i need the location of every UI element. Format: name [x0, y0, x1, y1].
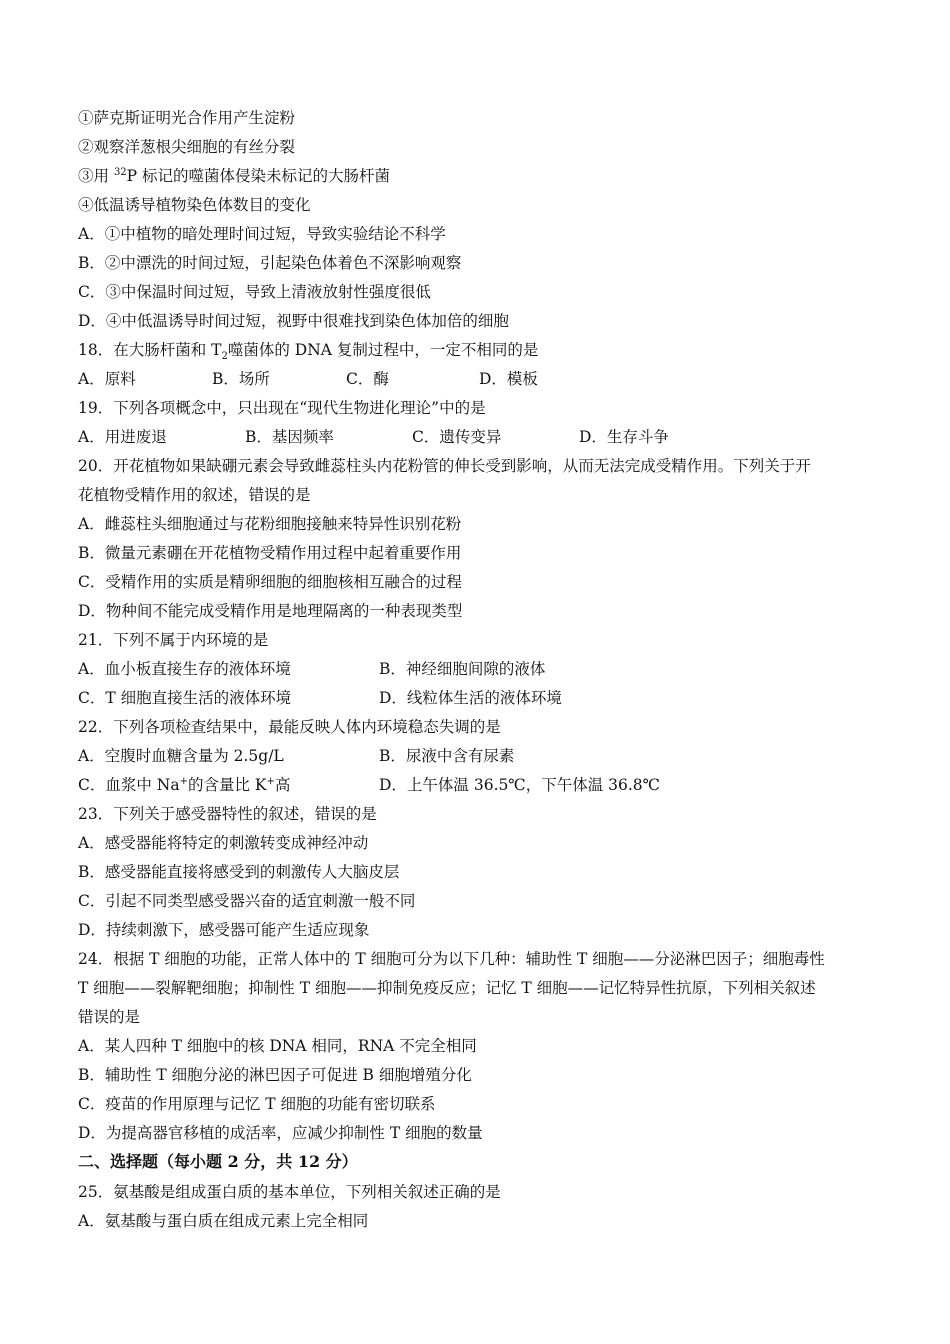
question-21-options-row2 [78, 688, 878, 708]
option-line: D．物种间不能完成受精作用是地理隔离的一种表现类型 [78, 602, 463, 620]
question-22: 22．下列各项检查结果中，最能反映人体内环境稳态失调的是 [78, 718, 501, 736]
text-fragment: ③用 [78, 167, 114, 185]
question-19-options [78, 427, 878, 447]
superscript: + [179, 775, 188, 787]
question-22-options-row2 [78, 775, 878, 795]
subscript: 2 [221, 351, 228, 363]
option: A．空腹时血糖含量为 2.5g/L [78, 747, 284, 765]
option-line: C．引起不同类型感受器兴奋的适宜刺激一般不同 [78, 892, 416, 910]
text-fragment: 噬菌体的 DNA 复制过程中，一定不相同的是 [227, 341, 539, 359]
option: B．基因频率 [245, 428, 334, 446]
option [78, 775, 290, 795]
option: A．血小板直接生存的液体环境 [78, 660, 291, 678]
question-20: 20．开花植物如果缺硼元素会导致雌蕊柱头内花粉管的伸长受到影响，从而无法完成受精作用。下列关于开 [78, 457, 811, 475]
option: B．场所 [212, 370, 270, 388]
question-18-options [78, 369, 878, 389]
option: C．酶 [346, 370, 389, 388]
text-line: ④低温诱导植物染色体数目的变化 [78, 196, 311, 214]
question-23: 23．下列关于感受器特性的叙述，错误的是 [78, 805, 377, 823]
question-21-options-row1 [78, 659, 878, 679]
option-line: A．①中植物的暗处理时间过短，导致实验结论不科学 [78, 225, 446, 243]
option-line: A．某人四种 T 细胞中的核 DNA 相同，RNA 不完全相同 [78, 1037, 477, 1055]
text-fragment: 的含量比 K [187, 776, 267, 794]
question-24: 24．根据 T 细胞的功能，正常人体中的 T 细胞可分为以下几种：辅助性 T 细胞——分泌淋巴因子；细胞毒性 [78, 950, 825, 968]
text-line: ②观察洋葱根尖细胞的有丝分裂 [78, 138, 296, 156]
option-line: B．微量元素硼在开花植物受精作用过程中起着重要作用 [78, 544, 462, 562]
option-line: C．③中保温时间过短，导致上清液放射性强度很低 [78, 283, 431, 301]
text-fragment: 高 [274, 776, 291, 794]
text-fragment: 18．在大肠杆菌和 T [78, 341, 222, 359]
text-line: ①萨克斯证明光合作用产生淀粉 [78, 109, 296, 127]
option-line: A．感受器能将特定的刺激转变成神经冲动 [78, 834, 369, 852]
option-line: C．疫苗的作用原理与记忆 T 细胞的功能有密切联系 [78, 1095, 436, 1113]
question-24-cont: T 细胞——裂解靶细胞；抑制性 T 细胞——抑制免疫反应；记忆 T 细胞——记忆特异性抗原，下列相关叙述 [78, 979, 816, 997]
option-line: A．氨基酸与蛋白质在组成元素上完全相同 [78, 1212, 369, 1230]
option: D．模板 [479, 370, 538, 388]
question-18 [78, 340, 539, 363]
option: D．生存斗争 [579, 428, 669, 446]
question-19: 19．下列各项概念中，只出现在“现代生物进化理论”中的是 [78, 399, 486, 417]
option: D．线粒体生活的液体环境 [379, 689, 562, 707]
option: C．T 细胞直接生活的液体环境 [78, 689, 292, 707]
option-line: D．持续刺激下，感受器可能产生适应现象 [78, 921, 370, 939]
text-line [78, 166, 390, 186]
option: A．用进废退 [78, 428, 167, 446]
question-25: 25．氨基酸是组成蛋白质的基本单位，下列相关叙述正确的是 [78, 1183, 501, 1201]
question-21: 21．下列不属于内环境的是 [78, 631, 269, 649]
option-line: B．②中漂洗的时间过短，引起染色体着色不深影响观察 [78, 254, 462, 272]
option-line: B．辅助性 T 细胞分泌的淋巴因子可促进 B 细胞增殖分化 [78, 1066, 472, 1084]
option: D．上午体温 36.5℃，下午体温 36.8℃ [379, 776, 660, 794]
text-fragment: P 标记的噬菌体侵染未标记的大肠杆菌 [126, 167, 391, 185]
question-22-options-row1 [78, 746, 878, 766]
option-line: B．感受器能直接将感受到的刺激传人大脑皮层 [78, 863, 400, 881]
option: B．尿液中含有尿素 [379, 747, 515, 765]
option: C．遗传变异 [412, 428, 502, 446]
option: B．神经细胞间隙的液体 [379, 660, 546, 678]
superscript: + [266, 775, 275, 787]
section-heading: 二、选择题（每小题 2 分，共 12 分） [78, 1152, 358, 1171]
question-20-cont: 花植物受精作用的叙述，错误的是 [78, 486, 311, 504]
option-line: C．受精作用的实质是精卵细胞的细胞核相互融合的过程 [78, 573, 462, 591]
option: A．原料 [78, 370, 136, 388]
option-line: A．雌蕊柱头细胞通过与花粉细胞接触来特异性识别花粉 [78, 515, 462, 533]
option-line: D．④中低温诱导时间过短，视野中很难找到染色体加倍的细胞 [78, 312, 509, 330]
question-24-cont: 错误的是 [78, 1008, 141, 1026]
option-line: D．为提高器官移植的成活率，应减少抑制性 T 细胞的数量 [78, 1124, 483, 1142]
superscript: 32 [113, 166, 127, 178]
text-fragment: C．血浆中 Na [78, 776, 180, 794]
